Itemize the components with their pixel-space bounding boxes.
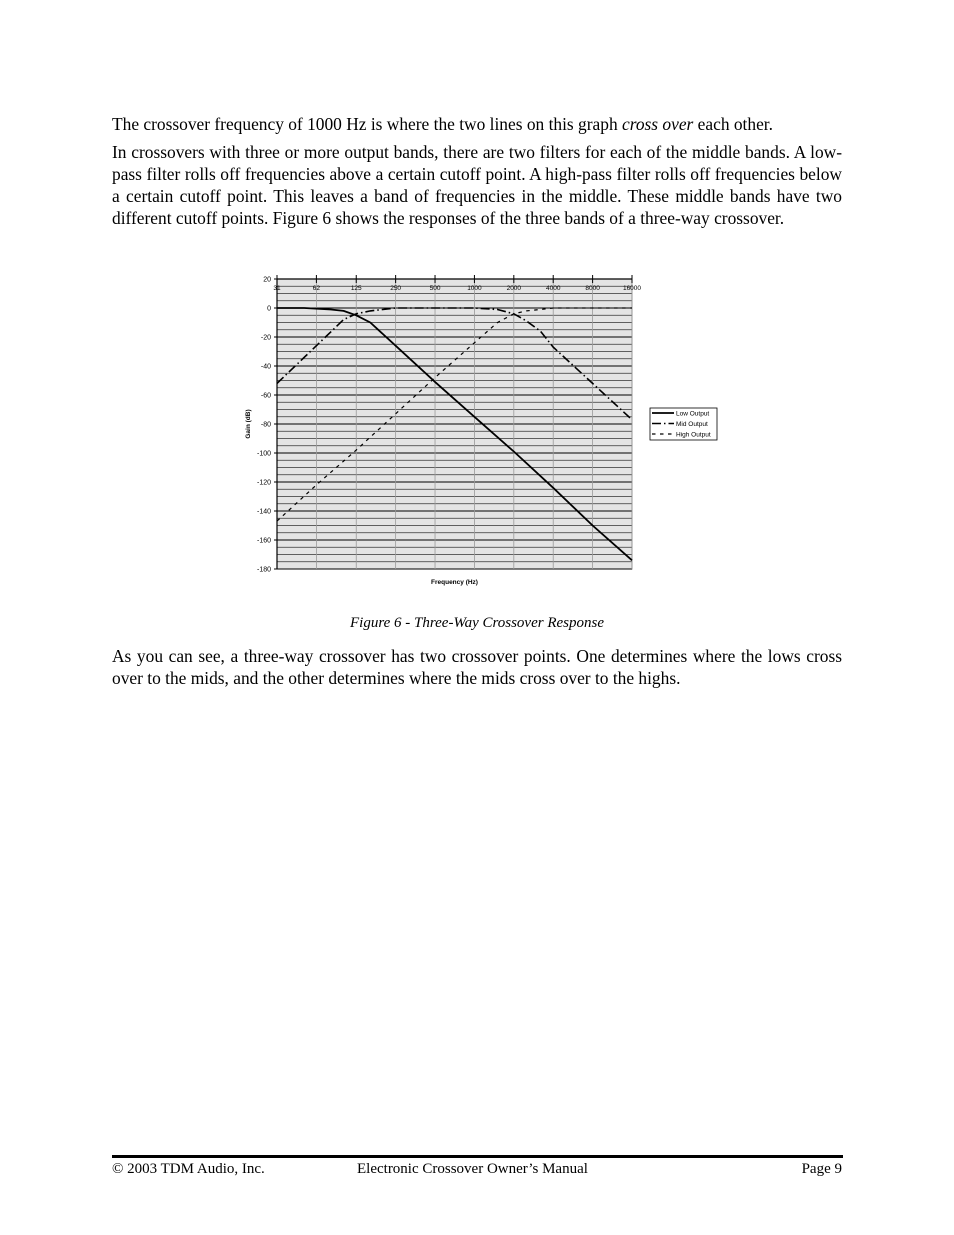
y-tick-label: -100 (256, 450, 271, 458)
intro-text-italic: cross over (621, 114, 694, 134)
legend-label: Low Output (676, 410, 710, 418)
intro-text-before: The crossover frequency of 1000 Hz is where the two lines on this graph (112, 114, 622, 134)
intro-text-after: each other. (693, 114, 773, 134)
x-tick-label: 500 (429, 285, 441, 292)
x-axis-title: Frequency (Hz) (431, 579, 478, 586)
y-tick-label: 20 (263, 276, 271, 284)
x-tick-label: 4000 (545, 285, 561, 292)
y-tick-label: -80 (260, 421, 271, 429)
y-tick-label: -180 (256, 566, 271, 574)
x-tick-label: 62 (312, 285, 321, 292)
y-tick-label: -40 (260, 363, 271, 371)
y-tick-label: 0 (267, 305, 271, 313)
x-tick-label: 2000 (506, 285, 522, 292)
figure-caption: Figure 6 - Three-Way Crossover Response (350, 615, 604, 631)
y-tick-label: -20 (260, 334, 271, 342)
footer-title: Electronic Crossover Owner’s Manual (357, 1161, 588, 1177)
chart-svg (235, 268, 725, 593)
x-tick-label: 250 (390, 285, 402, 292)
y-tick-label: -140 (256, 508, 271, 516)
intro-paragraph (112, 113, 842, 135)
body-paragraph: In crossovers with three or more output bands, there are two filters for each of the middle bands. A low-pass filter rolls off frequencies above a certain cutoff point. A high-pass filter rolls off frequencies below a certain cutoff point. This leaves a band of frequencies in the middle. These middle bands have two different cutoff points. Figure 6 shows the responses of the three bands of a three-way crossover. (112, 142, 842, 228)
x-tick-label: 1000 (467, 285, 482, 292)
y-tick-label: -160 (256, 537, 271, 545)
legend-label: High Output (676, 431, 711, 439)
y-tick-label: -120 (256, 479, 271, 487)
footer-rule (112, 1155, 843, 1158)
closing-paragraph: As you can see, a three-way crossover has two crossover points. One determines where the lows cross over to the mids, and the other determines where the mids cross over to the highs. (112, 646, 842, 688)
footer-copyright: © 2003 TDM Audio, Inc. (112, 1161, 265, 1177)
x-tick-label: 125 (350, 285, 362, 292)
y-axis-title: Gain (dB) (245, 409, 252, 439)
footer-page-number: Page 9 (801, 1161, 842, 1177)
x-tick-label: 8000 (585, 285, 600, 292)
x-tick-label: 16000 (622, 285, 642, 292)
crossover-chart (235, 268, 725, 593)
x-tick-label: 31 (273, 285, 281, 292)
y-tick-label: -60 (260, 392, 271, 400)
legend-label: Mid Output (676, 420, 708, 428)
